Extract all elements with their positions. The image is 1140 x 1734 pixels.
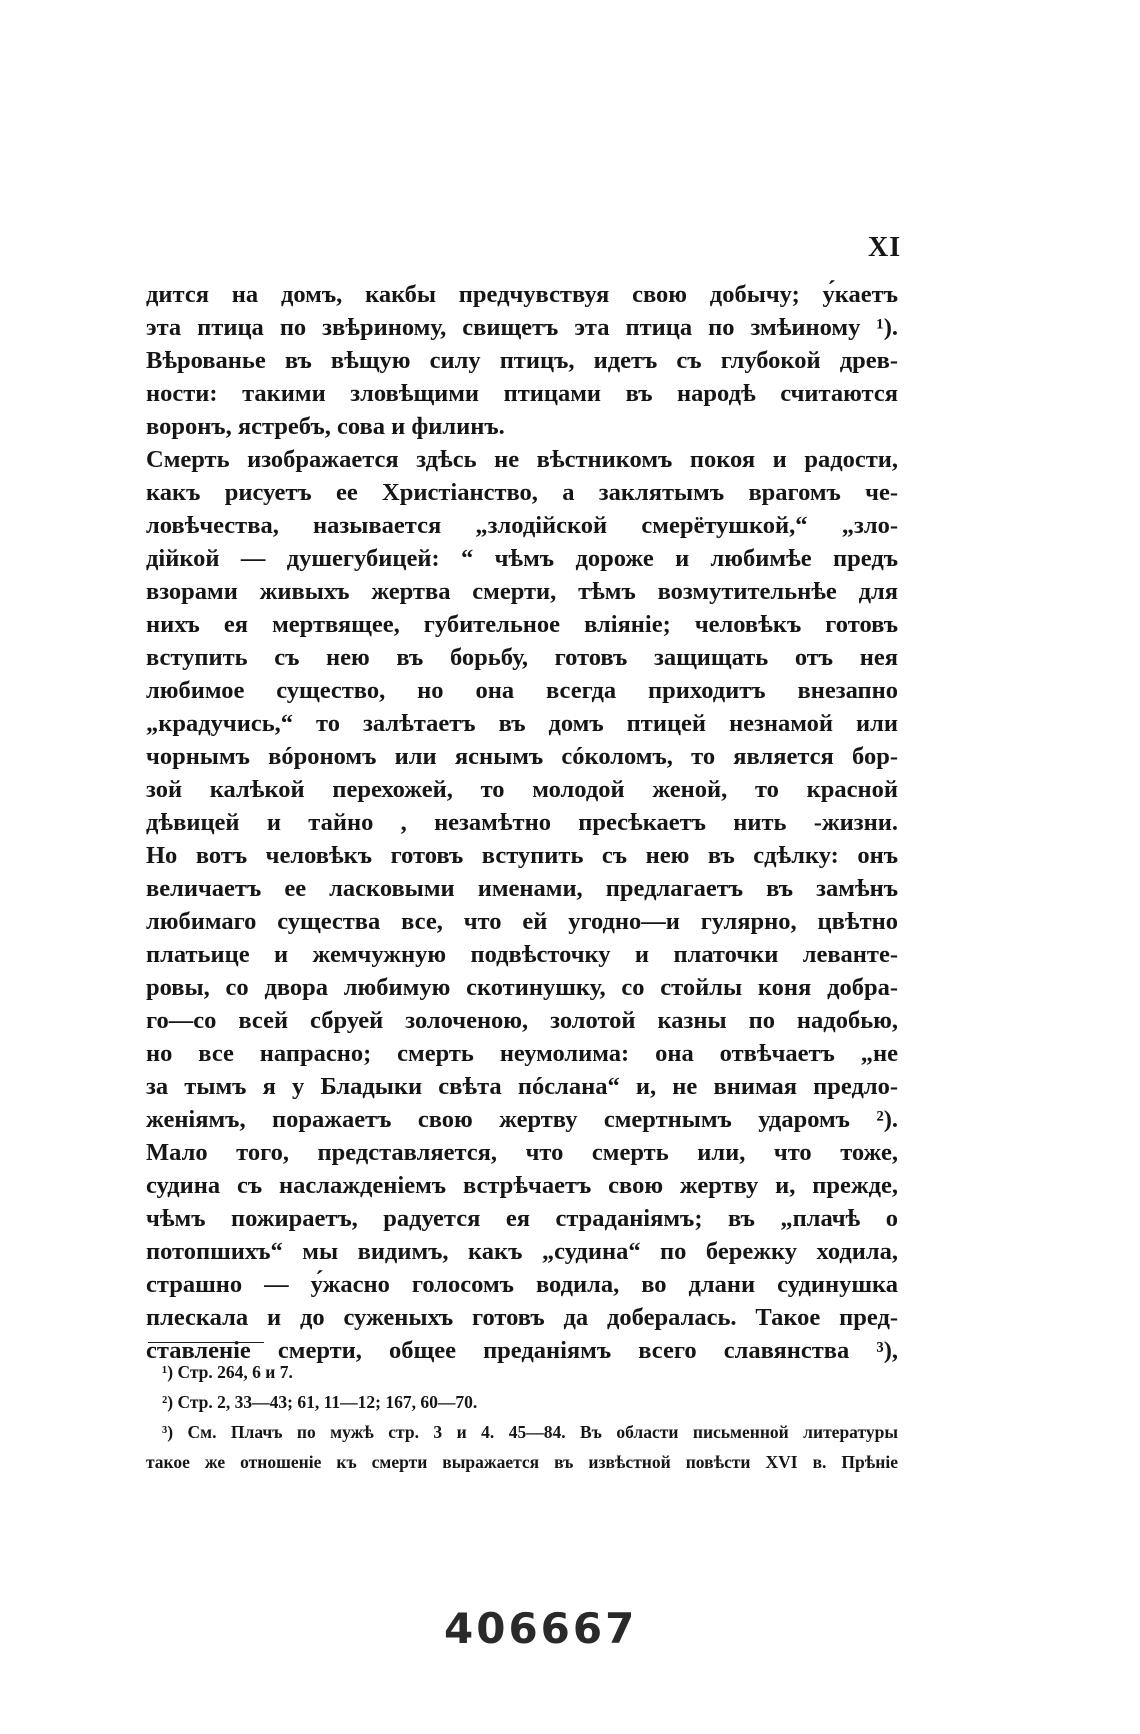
text-line: ровы, со двора любимую скотинушку, со стойлы коня добра- (146, 974, 898, 1001)
text-line: зой калѣкой перехожей, то молодой женой, то красной (146, 776, 898, 803)
text-line: но все напрасно; смерть неумолима: она отвѣчаетъ „не (146, 1040, 898, 1067)
text-line: какъ рисуетъ ее Христіанство, а заклятымъ врагомъ че- (146, 479, 898, 506)
page-number: XI (868, 232, 902, 263)
text-line: ловѣчества, называется „злодійской смерётушкой,“ „зло- (146, 512, 898, 539)
text-line: страшно — у́жасно голосомъ водила, во длани судинушка (146, 1271, 898, 1298)
text-line: ставленіе смерти, общее преданіямъ всего славянства ³), (146, 1337, 898, 1364)
footnote: ²) Стр. 2, 33—43; 61, 11—12; 167, 60—70. (162, 1392, 478, 1412)
text-line: дится на домъ, какбы предчувствуя свою добычу; у́каетъ (146, 281, 898, 308)
text-line: судина съ наслажденіемъ встрѣчаетъ свою жертву и, прежде, (146, 1172, 898, 1199)
text-line: любимаго существа все, что ей угодно—и гулярно, цвѣтно (146, 908, 898, 935)
text-line: дійкой — душегубицей: “ чѣмъ дороже и любимѣе предъ (146, 545, 898, 572)
text-line: женіямъ, поражаетъ свою жертву смертнымъ ударомъ ²). (146, 1106, 898, 1133)
text-line: „крадучись,“ то залѣтаетъ въ домъ птицей незнамой или (146, 710, 898, 737)
text-line: дѣвицей и тайно , незамѣтно пресѣкаетъ нить -жизни. (146, 809, 898, 836)
text-line: нихъ ея мертвящее, губительное вліяніе; человѣкъ готовъ (146, 611, 898, 638)
library-stamp-number: 406667 (444, 1604, 638, 1653)
text-line: ности: такими зловѣщими птицами въ народѣ считаются (146, 380, 898, 407)
text-line: Но вотъ человѣкъ готовъ вступить съ нею въ сдѣлку: онъ (146, 842, 898, 869)
footnote: ¹) Стр. 264, 6 и 7. (162, 1362, 293, 1382)
text-line: эта птица по звѣриному, свищетъ эта птица по змѣиному ¹). (146, 314, 898, 341)
text-line: любимое существо, но она всегда приходитъ внезапно (146, 677, 898, 704)
text-line: величаетъ ее ласковыми именами, предлагаетъ въ замѣнъ (146, 875, 898, 902)
text-line: Смерть изображается здѣсь не вѣстникомъ покоя и радости, (146, 446, 898, 473)
text-line: платьице и жемчужную подвѣсточку и платочки леванте- (146, 941, 898, 968)
text-line: чорнымъ вóрономъ или яснымъ сóколомъ, то является бор- (146, 743, 898, 770)
body-text (146, 278, 898, 1367)
text-line: воронъ, ястребъ, сова и филинъ. (146, 413, 505, 440)
text-line: плескала и до суженыхъ готовъ да добералась. Такое пред- (146, 1304, 898, 1331)
footnote-rule (148, 1342, 264, 1343)
text-line: чѣмъ пожираетъ, радуется ея страданіямъ; въ „плачѣ о (146, 1205, 898, 1232)
text-line: за тымъ я у Бладыки свѣта пóслана“ и, не внимая предло- (146, 1073, 898, 1100)
footnote: ³) См. Плачъ по мужѣ стр. 3 и 4. 45—84. Въ области письменной литературы (162, 1422, 898, 1442)
footnote: такое же отношеніе къ смерти выражается въ извѣстной повѣсти XVI в. Прѣніе (146, 1452, 898, 1472)
text-line: Вѣрованье въ вѣщую силу птицъ, идетъ съ глубокой древ- (146, 347, 898, 374)
text-line: взорами живыхъ жертва смерти, тѣмъ возмутительнѣе для (146, 578, 898, 605)
text-line: потопшихъ“ мы видимъ, какъ „судина“ по бережку ходила, (146, 1238, 898, 1265)
footnotes (146, 1357, 898, 1477)
text-line: го—со всей сбруей золоченою, золотой казны по надобью, (146, 1007, 898, 1034)
text-line: Мало того, представляется, что смерть или, что тоже, (146, 1139, 898, 1166)
text-line: вступить съ нею въ борьбу, готовъ защищать отъ нея (146, 644, 898, 671)
